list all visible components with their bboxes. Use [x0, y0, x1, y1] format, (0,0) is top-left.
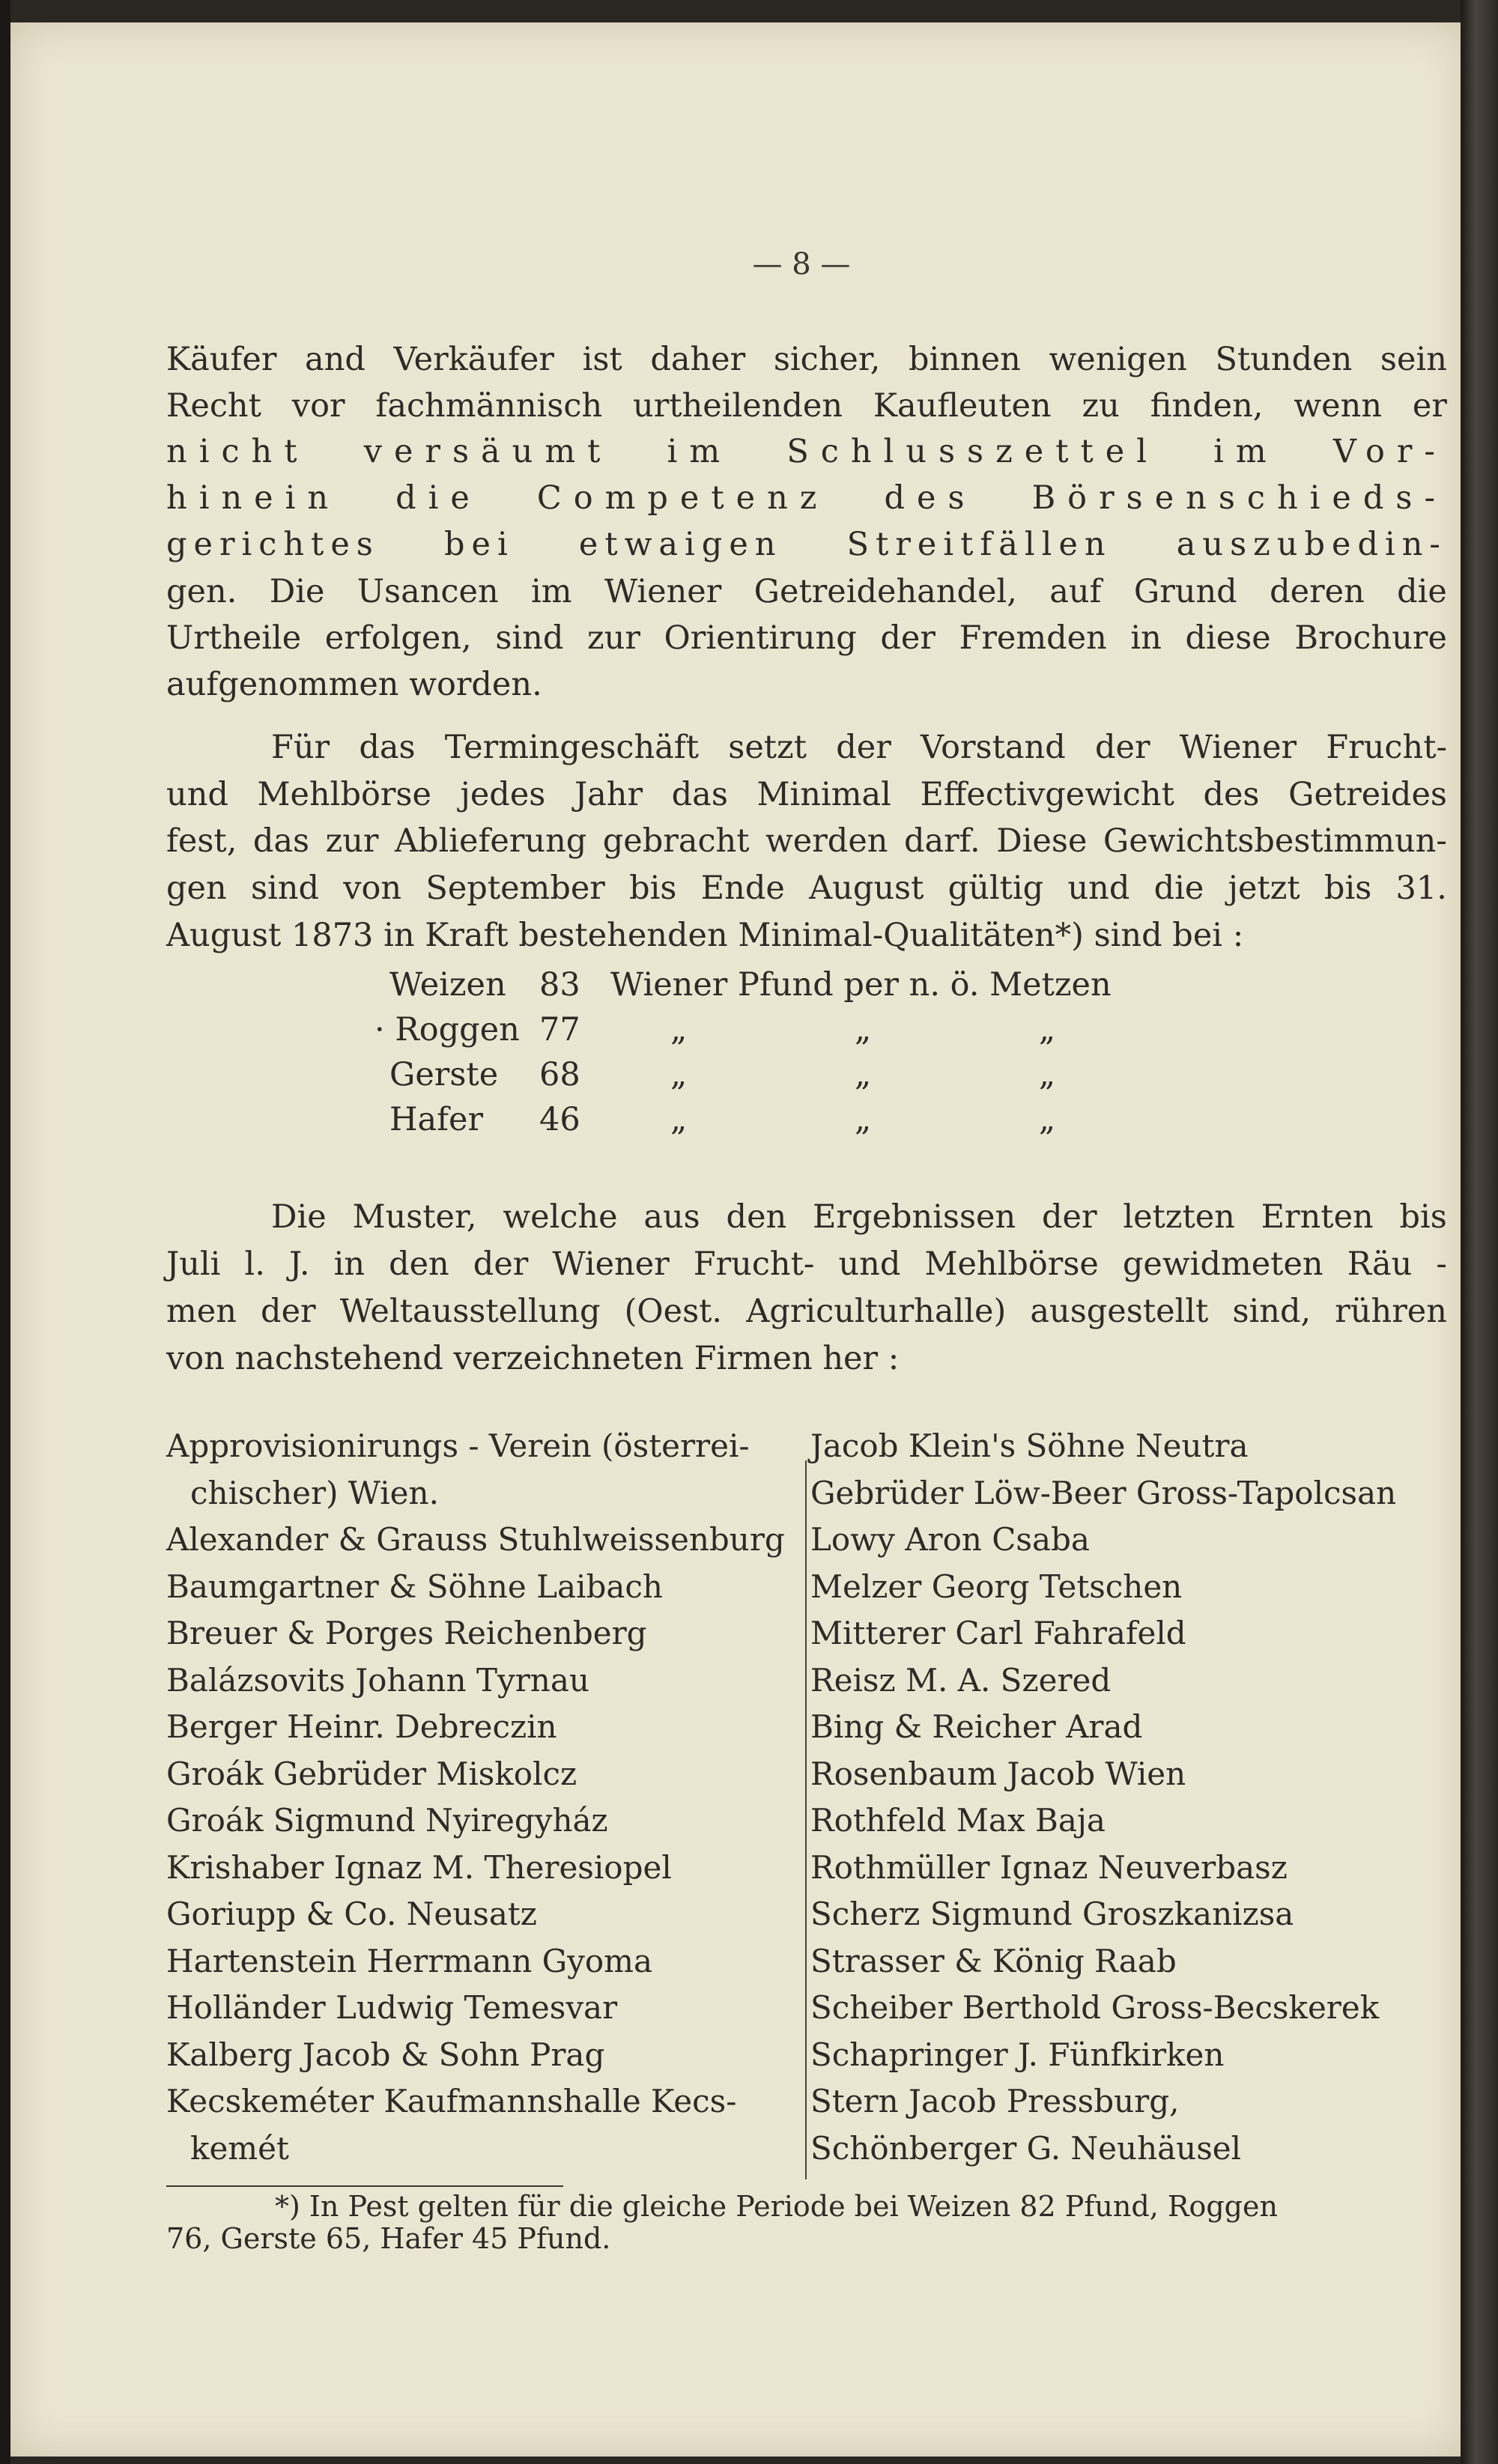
word: im — [531, 573, 572, 610]
word: und — [838, 1245, 901, 1283]
footnote-rule — [166, 2185, 563, 2187]
word: jedes — [460, 776, 546, 813]
firm-entry: Approvisionirungs - Verein (österrei- — [166, 1427, 750, 1464]
word: jetzt — [1228, 870, 1300, 907]
grain-unit: Wiener Pfund per n. ö. Metzen — [610, 966, 1112, 1004]
grain-name: · Roggen — [374, 1011, 520, 1049]
word: Stunden — [1215, 341, 1353, 378]
word: Kaufleuten — [873, 387, 1052, 425]
text-line — [166, 616, 1447, 661]
word: und — [166, 776, 228, 813]
word: bis — [1323, 870, 1372, 907]
word: deren — [1270, 573, 1365, 610]
firm-entry: Breuer & Porges Reichenberg — [166, 1615, 647, 1651]
word: Verkäufer — [393, 341, 554, 378]
firm-entry: Hartenstein Herrmann Gyoma — [166, 1942, 653, 1979]
word: Ende — [700, 870, 785, 907]
word: Börsenschieds- — [1031, 479, 1447, 517]
word: den — [726, 1198, 787, 1236]
word: Getreides — [1288, 776, 1447, 813]
word: urtheilenden — [633, 387, 843, 425]
word: des — [1203, 776, 1260, 813]
word: gewidmeten — [1122, 1245, 1323, 1283]
footnote-line: 76, Gerste 65, Hafer 45 Pfund. — [166, 2222, 611, 2255]
footnote-line: *) In Pest gelten für die gleiche Periode bei Weizen 82 Pfund, Roggen — [275, 2190, 1278, 2223]
word: Recht — [166, 387, 261, 425]
word: Räu — [1347, 1245, 1413, 1283]
word: Die — [269, 573, 325, 610]
word: das — [252, 822, 310, 860]
word: gebracht — [602, 822, 750, 860]
text-line: aufgenommen worden. — [166, 666, 542, 703]
firm-entry: chischer) Wien. — [190, 1474, 439, 1511]
word: Wiener — [552, 1245, 670, 1283]
word: men — [166, 1293, 237, 1330]
word: Jahr — [574, 776, 643, 813]
word: August — [809, 870, 924, 907]
word: Brochure — [1294, 619, 1447, 657]
word: bis — [1399, 1198, 1447, 1236]
firm-entry: Scherz Sigmund Groszkanizsa — [810, 1896, 1294, 1932]
word: Usancen — [357, 573, 499, 610]
word: gerichtes — [166, 526, 380, 563]
page-edge-shadow — [1461, 0, 1498, 2464]
text-line — [166, 725, 1447, 770]
word: das — [359, 729, 416, 766]
grain-name: Weizen — [389, 966, 506, 1004]
firm-entry: Lowy Aron Csaba — [810, 1521, 1090, 1558]
word: sind — [250, 870, 319, 907]
word: Mehlbörse — [257, 776, 431, 813]
firm-entry: Kalberg Jacob & Sohn Prag — [166, 2036, 605, 2073]
grain-weight: 46 — [539, 1101, 580, 1138]
word: erfolgen, — [324, 619, 472, 657]
word: gültig — [947, 870, 1044, 907]
grain-weight: 68 — [539, 1056, 580, 1093]
word: die — [1153, 870, 1204, 907]
word: J. — [288, 1245, 310, 1283]
word: ausgestellt — [1030, 1293, 1209, 1330]
word: binnen — [909, 341, 1021, 378]
firm-entry: Bing & Reicher Arad — [810, 1708, 1143, 1745]
firm-entry: Gebrüder Löw-Beer Gross-Tapolcsan — [810, 1474, 1397, 1511]
word: Weltausstellung — [339, 1293, 601, 1330]
firm-entry: Schapringer J. Fünfkirken — [810, 2036, 1225, 2073]
word: versäumt — [363, 433, 613, 470]
firm-entry: Jacob Klein's Söhne Neutra — [810, 1427, 1249, 1464]
word: Effectivgewicht — [920, 776, 1174, 813]
word: bis — [629, 870, 677, 907]
firm-entry: Strasser & König Raab — [810, 1942, 1177, 1979]
word: Frucht- — [693, 1245, 815, 1283]
text-line — [166, 569, 1447, 614]
word: werden — [765, 822, 888, 860]
firm-entry: Groák Gebrüder Miskolcz — [166, 1755, 577, 1792]
firm-entry: Kecskeméter Kaufmannshalle Kecs- — [166, 2083, 737, 2119]
word: bei — [444, 526, 515, 563]
word: Termingeschäft — [444, 729, 700, 766]
word: der — [473, 1245, 529, 1283]
word: Ernten — [1261, 1198, 1374, 1236]
column-divider — [805, 1460, 807, 2179]
word: Getreidehandel, — [753, 573, 1017, 610]
firm-entry: Scheiber Berthold Gross-Becskerek — [810, 1989, 1380, 2026]
word: Vorstand — [920, 729, 1066, 766]
word: wenn — [1294, 387, 1383, 425]
word: Competenz — [536, 479, 829, 517]
word: gen — [166, 870, 227, 907]
word: finden, — [1150, 387, 1264, 425]
word: letzten — [1123, 1198, 1235, 1236]
firms-left-column — [166, 1423, 785, 2172]
book-gutter — [0, 0, 10, 2464]
word: zur — [325, 822, 379, 860]
word: des — [884, 479, 977, 517]
word: Muster, — [352, 1198, 477, 1236]
firm-entry: Stern Jacob Pressburg, — [810, 2083, 1180, 2119]
firm-entry: Holländer Ludwig Temesvar — [166, 1989, 618, 2026]
word: Gewichtsbestimmun- — [1103, 822, 1447, 860]
word: rühren — [1335, 1293, 1447, 1330]
word: Juli — [166, 1245, 221, 1283]
word: - — [1436, 1245, 1447, 1283]
grain-unit: „ „ „ — [670, 1101, 1135, 1138]
grain-name: Gerste — [389, 1056, 499, 1093]
word: sein — [1380, 341, 1447, 378]
firm-entry: Groák Sigmund Nyiregyház — [166, 1802, 608, 1839]
text-line — [166, 772, 1447, 817]
word: der — [880, 619, 936, 657]
firm-entry: Schönberger G. Neuhäusel — [810, 2129, 1242, 2167]
word: Fremden — [959, 619, 1107, 657]
firm-entry: Baumgartner & Söhne Laibach — [166, 1568, 663, 1605]
word: sind — [495, 619, 564, 657]
text-line — [166, 337, 1447, 382]
word: Käufer — [166, 341, 277, 378]
text-line — [166, 476, 1447, 521]
page-number: — 8 — — [752, 247, 851, 282]
word: Diese — [996, 822, 1088, 860]
word: vor — [291, 387, 345, 425]
firm-entry: Berger Heinr. Debreczin — [166, 1708, 557, 1745]
word: Die — [271, 1198, 327, 1236]
word: Urtheile — [166, 619, 302, 657]
word: zu — [1082, 387, 1120, 425]
firm-entry: kemét — [190, 2129, 289, 2167]
word: aus — [643, 1198, 700, 1236]
word: l. — [244, 1245, 265, 1283]
text-line — [166, 429, 1447, 474]
firm-entry: Reisz M. A. Szered — [810, 1661, 1112, 1699]
word: fest, — [166, 822, 237, 860]
word: und — [1067, 870, 1130, 907]
word: darf. — [903, 822, 980, 860]
word: der — [836, 729, 891, 766]
word: der — [261, 1293, 316, 1330]
word: Vor- — [1332, 433, 1447, 470]
word: der — [1094, 729, 1150, 766]
word: (Oest. — [624, 1293, 723, 1330]
firm-entry: Rothfeld Max Baja — [810, 1802, 1106, 1839]
grain-unit: „ „ „ — [670, 1011, 1135, 1049]
word: im — [667, 433, 733, 470]
text-line — [166, 1289, 1447, 1334]
firm-entry: Goriupp & Co. Neusatz — [166, 1896, 537, 1932]
word: das — [671, 776, 728, 813]
word: gen. — [166, 573, 237, 610]
word: im — [1213, 433, 1279, 470]
word: der — [1041, 1198, 1097, 1236]
firm-entry: Krishaber Ignaz M. Theresiopel — [166, 1848, 672, 1886]
grain-weight: 83 — [539, 966, 580, 1004]
word: Ablieferung — [394, 822, 587, 860]
word: fachmännisch — [375, 387, 603, 425]
word: Minimal — [756, 776, 891, 813]
word: daher — [650, 341, 746, 378]
word: hinein — [166, 479, 341, 517]
word: den — [389, 1245, 449, 1283]
word: in — [1130, 619, 1162, 657]
word: Orientirung — [664, 619, 857, 657]
word: Streitfällen — [846, 526, 1112, 563]
word: etwaigen — [578, 526, 783, 563]
grain-name: Hafer — [389, 1101, 484, 1138]
word: in — [333, 1245, 366, 1283]
word: Grund — [1133, 573, 1237, 610]
firm-entry: Melzer Georg Tetschen — [810, 1568, 1183, 1605]
word: 31. — [1395, 870, 1447, 907]
firm-entry: Alexander & Grauss Stuhlweissenburg — [166, 1521, 785, 1558]
word: September — [425, 870, 605, 907]
firm-entry: Mitterer Carl Fahrafeld — [810, 1615, 1186, 1651]
word: Agriculturhalle) — [746, 1293, 1007, 1330]
text-line — [166, 819, 1447, 864]
word: Frucht- — [1326, 729, 1447, 766]
word: ist — [582, 341, 622, 378]
firm-entry: Rosenbaum Jacob Wien — [810, 1755, 1186, 1792]
word: er — [1412, 387, 1447, 425]
firm-entry: Balázsovits Johann Tyrnau — [166, 1661, 589, 1699]
text-line — [166, 866, 1447, 911]
word: Mehlbörse — [924, 1245, 1099, 1283]
word: Schlusszettel — [786, 433, 1159, 470]
word: die — [1397, 573, 1447, 610]
word: Ergebnissen — [813, 1198, 1016, 1236]
word: auszubedin- — [1176, 526, 1447, 563]
text-line — [166, 1195, 1447, 1239]
word: Für — [271, 729, 330, 766]
text-line — [166, 1242, 1447, 1287]
text-line: August 1873 in Kraft bestehenden Minimal-Qualitäten*) sind bei : — [166, 917, 1244, 954]
word: zur — [587, 619, 640, 657]
word: die — [395, 479, 482, 517]
word: nicht — [166, 433, 309, 470]
text-line — [166, 383, 1447, 428]
grain-unit: „ „ „ — [670, 1056, 1135, 1093]
word: sind, — [1232, 1293, 1311, 1330]
word: Wiener — [1179, 729, 1297, 766]
word: Wiener — [604, 573, 722, 610]
word: sicher, — [773, 341, 881, 378]
grain-weight: 77 — [539, 1011, 580, 1049]
word: wenigen — [1049, 341, 1187, 378]
word: welche — [503, 1198, 618, 1236]
text-line — [166, 522, 1447, 567]
word: von — [343, 870, 402, 907]
word: setzt — [728, 729, 807, 766]
word: auf — [1049, 573, 1102, 610]
text-line: von nachstehend verzeichneten Firmen her : — [166, 1340, 900, 1377]
firms-right-column — [810, 1423, 1396, 2172]
word: diese — [1185, 619, 1271, 657]
firm-entry: Rothmüller Ignaz Neuverbasz — [810, 1848, 1288, 1886]
word: and — [305, 341, 366, 378]
